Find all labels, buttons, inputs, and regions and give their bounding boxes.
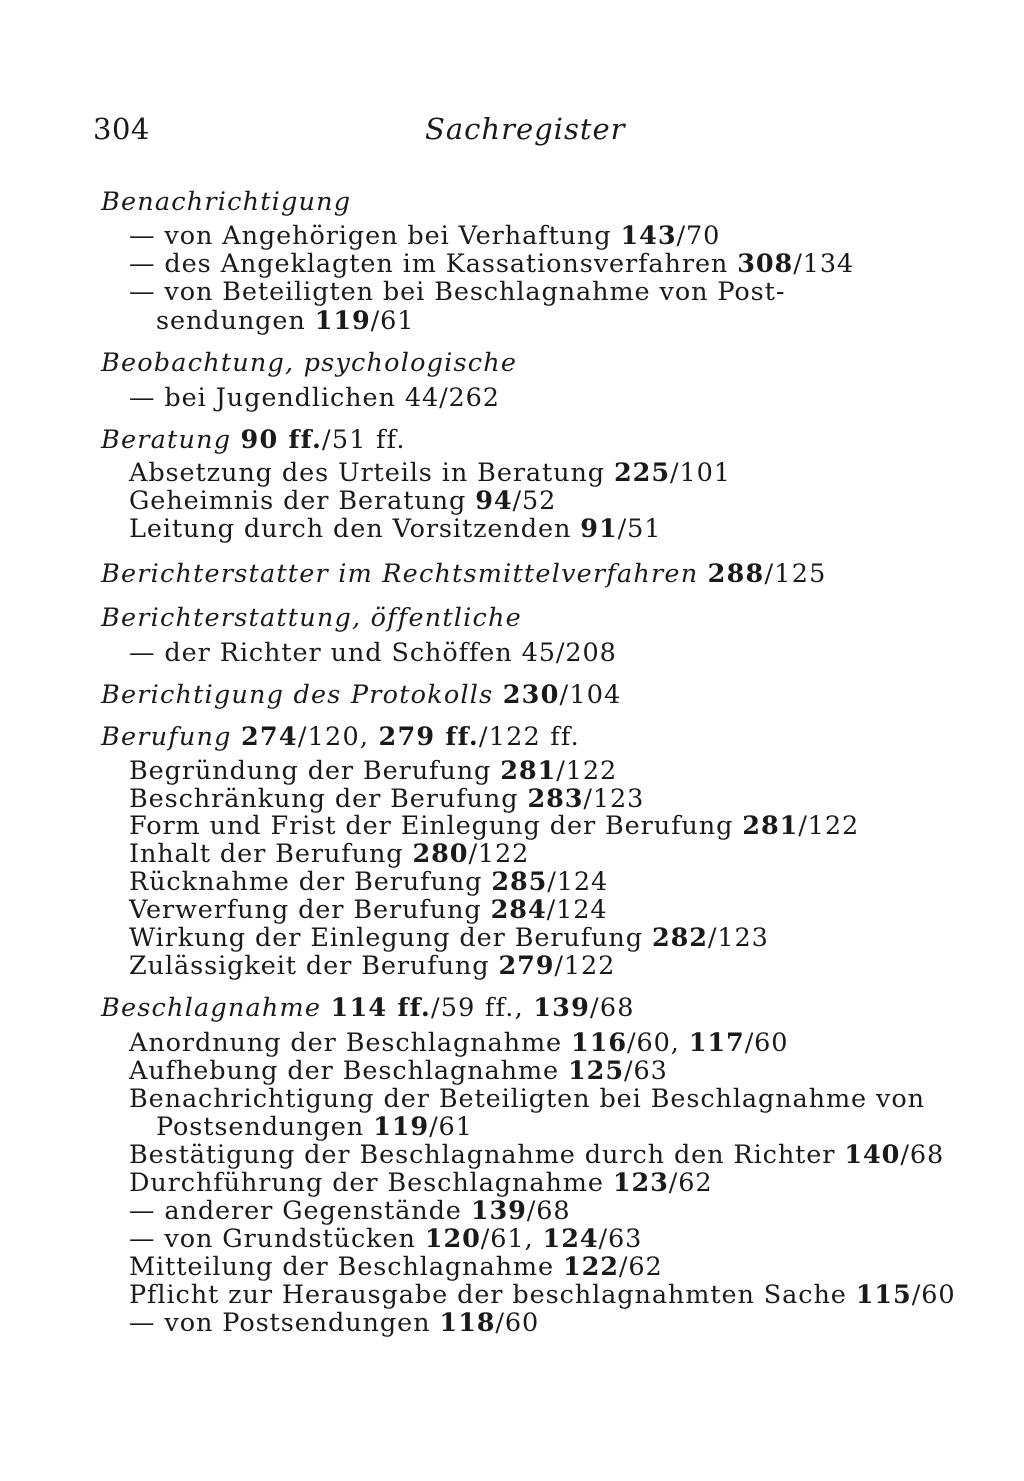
index-text: — von Beteiligten bei Beschlagnahme von Post- bbox=[129, 277, 786, 307]
paragraph-number: 94 bbox=[475, 486, 513, 516]
index-text: /60 bbox=[911, 1280, 956, 1310]
index-subentry bbox=[129, 840, 529, 868]
paragraph-number: 91 bbox=[580, 514, 618, 544]
index-heading bbox=[101, 188, 351, 216]
index-text: Durchführung der Beschlagnahme bbox=[129, 1168, 613, 1198]
index-text: /125 bbox=[764, 559, 827, 589]
paragraph-number: 230 bbox=[502, 680, 560, 710]
index-text: Wirkung der Einlegung der Berufung bbox=[129, 923, 652, 953]
index-subentry bbox=[129, 1253, 663, 1281]
index-text: — von Angehörigen bei Verhaftung bbox=[129, 221, 621, 251]
paragraph-number: 279 bbox=[498, 951, 555, 981]
index-text: Bestätigung der Beschlagnahme durch den Richter bbox=[129, 1140, 845, 1170]
index-text: Aufhebung der Beschlagnahme bbox=[129, 1056, 569, 1086]
index-subentry bbox=[129, 1169, 713, 1197]
index-text: Berichterstattung, öffentliche bbox=[101, 603, 522, 633]
index-text: /122 ff. bbox=[478, 722, 580, 752]
index-subentry bbox=[129, 384, 500, 412]
index-text: /123 bbox=[583, 784, 645, 814]
index-text: /63 bbox=[598, 1224, 643, 1254]
index-subentry bbox=[129, 515, 661, 543]
index-text: Beratung bbox=[101, 425, 241, 455]
paragraph-number: 119 bbox=[314, 306, 371, 336]
paragraph-number: 118 bbox=[439, 1308, 496, 1338]
index-text: Beschränkung der Berufung bbox=[129, 784, 528, 814]
running-head: Sachregister bbox=[425, 112, 626, 146]
paragraph-number: 279 ff. bbox=[378, 722, 479, 752]
paragraph-number: 282 bbox=[651, 923, 708, 953]
index-text: Verwerfung der Berufung bbox=[129, 895, 491, 925]
paragraph-number: 281 bbox=[742, 811, 799, 841]
index-text: Postsendungen bbox=[156, 1112, 374, 1142]
index-text: /52 bbox=[512, 486, 557, 516]
index-text: /68 bbox=[590, 993, 635, 1023]
paragraph-number: 143 bbox=[620, 221, 677, 251]
index-text: /122 bbox=[556, 756, 618, 786]
index-subentry bbox=[129, 924, 769, 952]
index-text: /61 bbox=[370, 306, 415, 336]
index-text: /70 bbox=[676, 221, 721, 251]
index-text: /122 bbox=[798, 811, 860, 841]
index-text: Begründung der Berufung bbox=[129, 756, 501, 786]
page-number: 304 bbox=[93, 112, 150, 146]
index-text: /120, bbox=[297, 722, 379, 752]
index-text: /134 bbox=[793, 249, 855, 279]
index-text: /60, bbox=[626, 1028, 689, 1058]
paragraph-number: 308 bbox=[737, 249, 794, 279]
index-subentry bbox=[129, 868, 608, 896]
index-text: Geheimnis der Beratung bbox=[129, 486, 476, 516]
paragraph-number: 139 bbox=[533, 993, 591, 1023]
paragraph-number: 140 bbox=[844, 1140, 901, 1170]
index-text: Benachrichtigung der Beteiligten bei Beschlagnahme von bbox=[129, 1084, 925, 1114]
paragraph-number: 280 bbox=[412, 839, 469, 869]
paragraph-number: 288 bbox=[707, 559, 765, 589]
index-subentry bbox=[129, 1141, 944, 1169]
index-text: Anordnung der Beschlagnahme bbox=[129, 1028, 572, 1058]
index-text: /51 bbox=[617, 514, 662, 544]
index-text: /122 bbox=[468, 839, 530, 869]
index-subentry bbox=[129, 278, 785, 306]
paragraph-number: 123 bbox=[612, 1168, 669, 1198]
index-text: — bei Jugendlichen 44/262 bbox=[129, 383, 500, 413]
paragraph-number: 125 bbox=[568, 1056, 624, 1086]
index-subentry bbox=[129, 1225, 642, 1253]
paragraph-number: 119 bbox=[373, 1112, 430, 1142]
index-text: Absetzung des Urteils in Beratung bbox=[129, 458, 615, 488]
paragraph-number: 285 bbox=[491, 867, 548, 897]
index-text: Inhalt der Berufung bbox=[129, 839, 413, 869]
paragraph-number: 122 bbox=[562, 1252, 619, 1282]
index-text: /61, bbox=[480, 1224, 543, 1254]
paragraph-number: 115 bbox=[855, 1280, 912, 1310]
index-text: /51 ff. bbox=[322, 425, 406, 455]
index-text: Pflicht zur Herausgabe der beschlagnahmten Sache bbox=[129, 1280, 856, 1310]
paragraph-number: 284 bbox=[490, 895, 547, 925]
index-text: Form und Frist der Einlegung der Berufung bbox=[129, 811, 743, 841]
index-text: /62 bbox=[618, 1252, 663, 1282]
index-subentry bbox=[129, 222, 720, 250]
index-subentry bbox=[129, 459, 731, 487]
index-text: /101 bbox=[669, 458, 731, 488]
index-text: /60 bbox=[744, 1028, 789, 1058]
index-text: /124 bbox=[546, 895, 608, 925]
index-heading bbox=[101, 681, 622, 709]
index-text: /104 bbox=[559, 680, 622, 710]
paragraph-number: 225 bbox=[614, 458, 670, 488]
index-subentry bbox=[129, 250, 854, 278]
paragraph-number: 120 bbox=[424, 1224, 481, 1254]
index-text: Berufung bbox=[101, 722, 241, 752]
index-subentry bbox=[129, 639, 617, 667]
index-text: /63 bbox=[623, 1056, 668, 1086]
paragraph-number: 139 bbox=[470, 1196, 527, 1226]
index-text: Leitung durch den Vorsitzenden bbox=[129, 514, 581, 544]
paragraph-number: 90 ff. bbox=[240, 425, 323, 455]
index-subentry bbox=[129, 757, 617, 785]
index-text: /123 bbox=[707, 923, 769, 953]
index-text: /68 bbox=[900, 1140, 945, 1170]
index-text: — von Grundstücken bbox=[129, 1224, 425, 1254]
index-text: Beobachtung, psychologische bbox=[101, 348, 518, 378]
paragraph-number: 114 ff. bbox=[330, 993, 431, 1023]
index-text: /60 bbox=[495, 1308, 540, 1338]
index-subentry bbox=[129, 1281, 955, 1309]
index-heading bbox=[101, 723, 580, 751]
index-subentry bbox=[129, 952, 615, 980]
index-text: — des Angeklagten im Kassationsverfahren bbox=[129, 249, 738, 279]
index-heading bbox=[101, 994, 635, 1022]
index-text: /61 bbox=[429, 1112, 473, 1142]
index-text: sendungen bbox=[156, 306, 315, 336]
index-text: Rücknahme der Berufung bbox=[129, 867, 492, 897]
index-text: Berichterstatter im Rechtsmittelverfahren bbox=[101, 559, 708, 589]
index-text: Berichtigung des Protokolls bbox=[101, 680, 503, 710]
index-subentry bbox=[129, 896, 607, 924]
index-text: Benachrichtigung bbox=[101, 187, 352, 217]
index-subentry bbox=[129, 1029, 788, 1057]
paragraph-number: 274 bbox=[240, 722, 298, 752]
index-subentry bbox=[129, 487, 556, 515]
index-text: — der Richter und Schöffen 45/208 bbox=[129, 638, 617, 668]
index-subentry bbox=[129, 812, 859, 840]
index-text: /62 bbox=[668, 1168, 713, 1198]
index-text: /59 ff., bbox=[430, 993, 534, 1023]
index-continuation bbox=[156, 1113, 473, 1141]
index-text: /122 bbox=[554, 951, 616, 981]
paragraph-number: 283 bbox=[527, 784, 584, 814]
index-text: /68 bbox=[526, 1196, 571, 1226]
paragraph-number: 124 bbox=[542, 1224, 599, 1254]
index-continuation bbox=[156, 307, 414, 335]
index-text: Beschlagnahme bbox=[101, 993, 331, 1023]
index-subentry bbox=[129, 1309, 539, 1337]
paragraph-number: 281 bbox=[500, 756, 557, 786]
paragraph-number: 117 bbox=[688, 1028, 745, 1058]
index-subentry bbox=[129, 1085, 925, 1113]
index-heading bbox=[101, 604, 522, 632]
index-text: — anderer Gegenstände bbox=[129, 1196, 471, 1226]
index-text: Mitteilung der Beschlagnahme bbox=[129, 1252, 563, 1282]
index-heading bbox=[101, 349, 517, 377]
index-heading bbox=[101, 426, 406, 454]
index-subentry bbox=[129, 785, 644, 813]
paragraph-number: 116 bbox=[571, 1028, 627, 1058]
index-subentry bbox=[129, 1197, 571, 1225]
page-header bbox=[0, 112, 1024, 156]
index-text: /124 bbox=[547, 867, 609, 897]
index-subentry bbox=[129, 1057, 668, 1085]
index-text: Zulässigkeit der Berufung bbox=[129, 951, 499, 981]
index-heading bbox=[101, 560, 827, 588]
index-text: — von Postsendungen bbox=[129, 1308, 440, 1338]
